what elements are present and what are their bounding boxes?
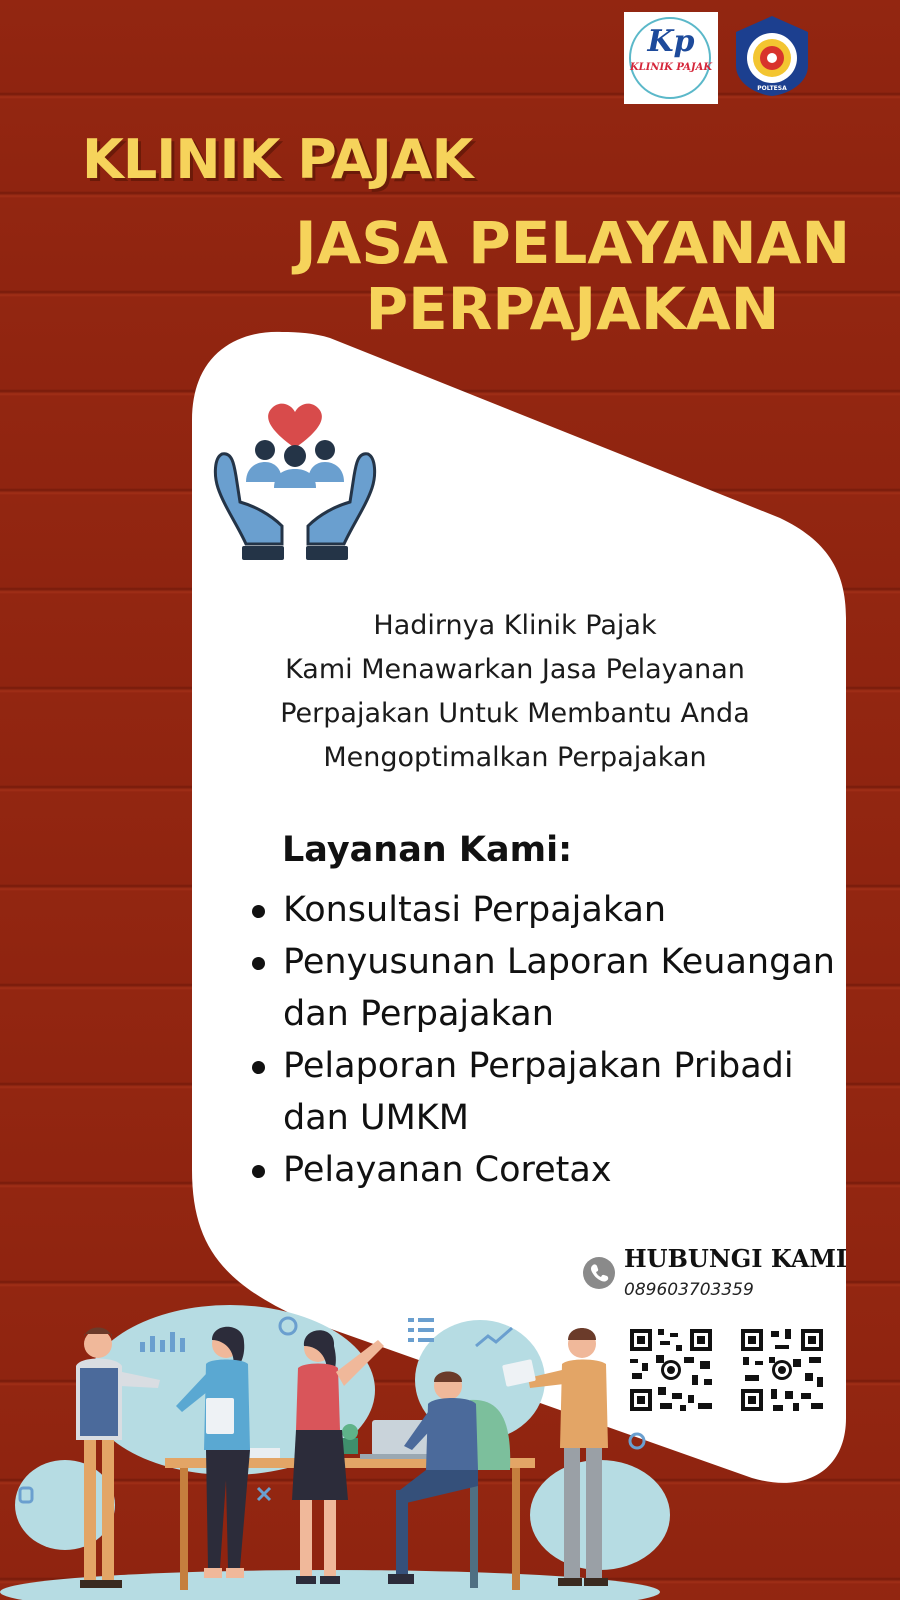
service-item: Konsultasi Perpajakan	[283, 884, 843, 936]
klinik-pajak-logo	[624, 12, 718, 104]
contact-phone[interactable]: 089603703359	[624, 1280, 754, 1300]
services-list	[283, 884, 843, 1196]
intro-line-2: Kami Menawarkan Jasa Pelayanan	[285, 654, 745, 685]
heading-jasa-pelayanan	[295, 210, 850, 342]
service-item: Pelayanan Coretax	[283, 1144, 843, 1196]
services-title: Layanan Kami:	[282, 830, 573, 870]
intro-line-1: Hadirnya Klinik Pajak	[373, 610, 657, 641]
intro-line-3: Perpajakan Untuk Membantu Anda	[280, 698, 750, 729]
heading-line3: PERPAJAKAN	[365, 275, 780, 343]
service-item: Penyusunan Laporan Keuangan dan Perpajakan	[283, 936, 843, 1040]
service-item: Pelaporan Perpajakan Pribadi dan UMKM	[283, 1040, 843, 1144]
heading-klinik-pajak: KLINIK PAJAK	[82, 128, 473, 191]
logo-text: KLINIK PAJAK	[629, 62, 713, 73]
logo-letters: Kp	[647, 24, 695, 59]
poltesa-seal-logo	[730, 14, 814, 98]
svg-text:POLTESA: POLTESA	[757, 85, 787, 92]
hands-heart-community-icon	[210, 402, 385, 572]
intro-text	[215, 604, 815, 780]
team-discussion-illustration	[0, 1300, 900, 1600]
contact-title: HUBUNGI KAMI	[624, 1244, 848, 1273]
phone-icon	[583, 1257, 615, 1289]
intro-line-4: Mengoptimalkan Perpajakan	[323, 742, 707, 773]
heading-line2: JASA PELAYANAN	[294, 209, 850, 277]
